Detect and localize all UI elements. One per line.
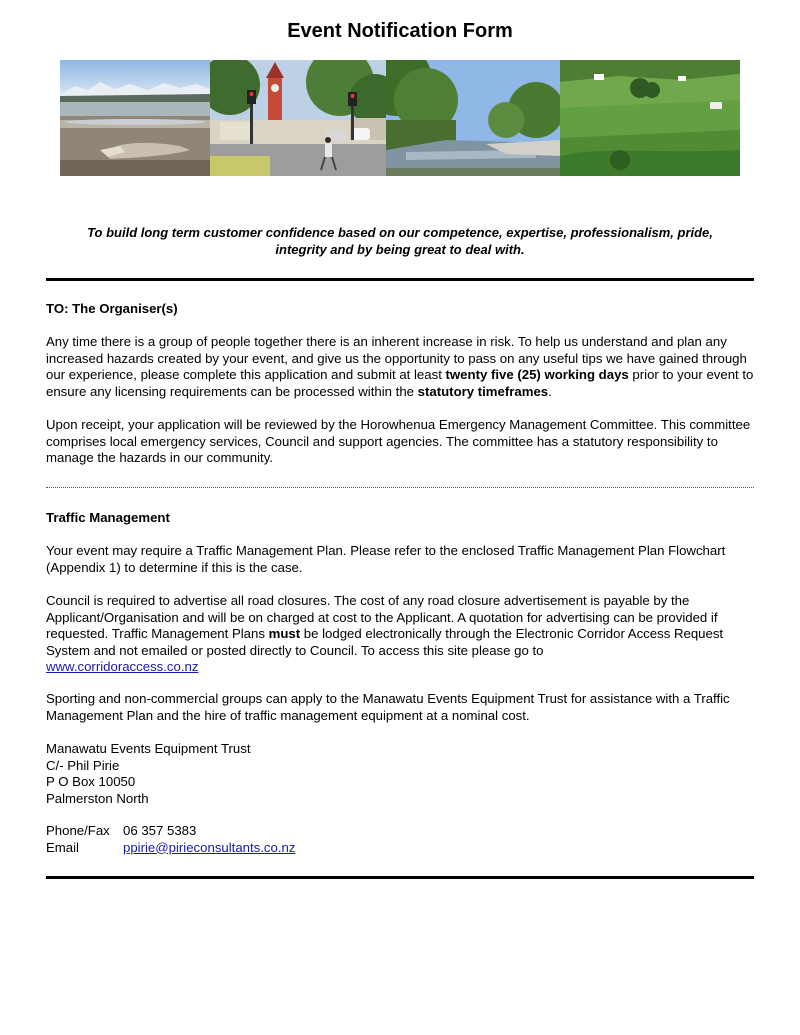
traffic-p1-text: Your event may require a Traffic Management Plan. Please refer to the enclosed Traffic Management Plan Flowchart (Appendix 1) to determine if this is the case. [46,543,726,575]
email-label: Email [46,839,79,855]
address-line: P O Box 10050 [46,774,136,789]
phone-value: 06 357 5383 [123,823,197,838]
phone-row [46,823,758,840]
traffic-p3-text: Sporting and non-commercial groups can apply to the Manawatu Events Equipment Trust for assistance with a Traffic Management Plan and the hire of traffic management equipment at a nominal cost. [46,691,730,723]
intro-paragraph-1 [46,334,758,400]
trust-address [46,741,758,807]
traffic-p2-text: Council is required to advertise all road closures. The cost of any road closure advertisement is payable by the Applicant/Organisation and will be on charged at cost to the Applicant. A quotation for advertising can be provided if requested. Traffic Management Plans [46,593,718,641]
intro-p1-end: . [548,383,552,399]
contact-details [46,823,758,856]
intro-heading [46,301,758,318]
divider-bottom [46,876,754,879]
email-row [46,840,758,857]
intro-p2-text: Upon receipt, your application will be reviewed by the Horowhenua Emergency Management Committee. This committee comprises local emergency services, Council and support agencies. The committee has a statutory responsibility to manage the hazards in our community. [46,417,751,465]
email-link[interactable]: ppirie@pirieconsultants.co.nz [123,839,296,855]
intro-heading-text: TO: The Organiser(s) [46,301,178,316]
banner-image-strip [60,60,740,176]
traffic-paragraph-3 [46,691,758,724]
intro-p1-text-2: prior to your event to ensure any licensing requirements can be processed within the [46,367,754,399]
tagline-line-2: integrity and by being great to deal with. [275,241,525,257]
divider-dotted [46,487,754,488]
street-photo [210,60,386,176]
beach-photo [60,60,210,176]
tagline [50,225,750,258]
traffic-heading-text: Traffic Management [46,510,170,525]
intro-p1-deadline: twenty five (25) working days [445,367,629,382]
intro-paragraph-2 [46,417,758,467]
traffic-p2-text-2: be lodged electronically through the Electronic Corridor Access Request System and not emailed or posted directly to Council. To access this site please go to [46,626,724,658]
address-line: C/- Phil Pirie [46,757,120,773]
river-photo [386,60,560,176]
tagline-line-1: To build long term customer confidence based on our competence, expertise, professionalism, pride, [87,225,713,240]
divider-top [46,278,754,281]
farmland-photo [560,60,740,176]
address-line: Manawatu Events Equipment Trust [46,741,251,756]
phone-label: Phone/Fax [46,823,110,838]
intro-p1-timeframes: statutory timeframes [417,383,549,399]
intro-p1-text: Any time there is a group of people together there is an inherent increase in risk. To help us understand and plan any increased hazards created by your event, and give us the opportunity to pass on any useful tips we have gained through our experience, please complete this application and submit at least [46,334,747,382]
traffic-heading [46,510,758,527]
page-title: Event Notification Form [287,20,513,42]
corridor-access-link[interactable]: www.corridoraccess.co.nz [46,659,199,674]
address-line: Palmerston North [46,790,149,806]
traffic-p2-must: must [268,626,301,641]
traffic-paragraph-1 [46,543,758,576]
traffic-paragraph-2 [46,593,758,676]
